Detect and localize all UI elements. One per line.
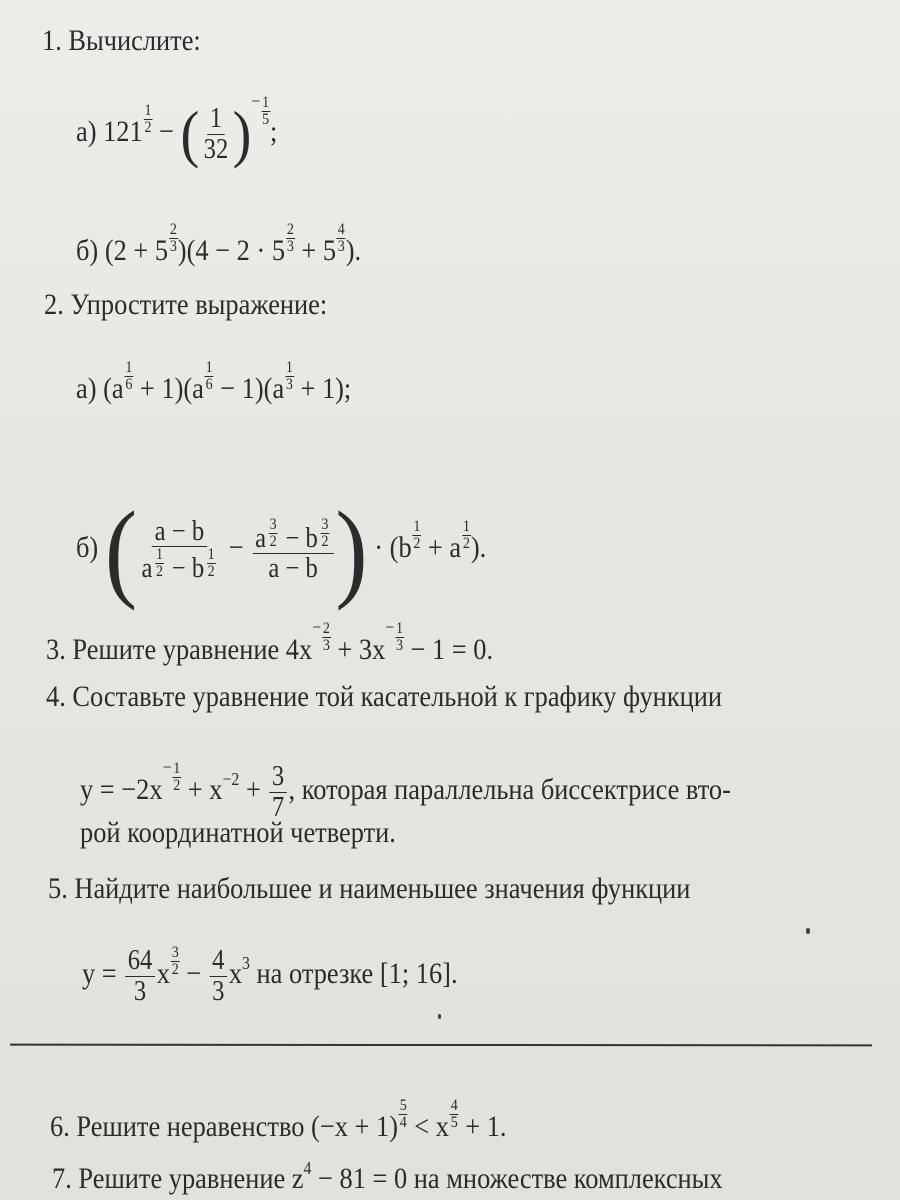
- p1a-frac-den: 32: [203, 133, 229, 165]
- p2b-f2-num: [252, 517, 333, 554]
- p1b-e2-den: 3: [286, 238, 294, 255]
- p1b-mid: )(4 − 2 · 5: [177, 234, 286, 267]
- p3-e2-num: 1: [395, 620, 404, 637]
- p2b-f1-den-exp-b: [205, 547, 217, 580]
- p2b-f2-exp-a-num: 3: [269, 515, 277, 533]
- p1b-exp1: [169, 222, 178, 255]
- p2a-e2-den: 6: [205, 376, 213, 393]
- p2b-tail1: · (b: [367, 530, 412, 564]
- p1a-exp2-sign: −: [251, 91, 261, 111]
- p3-text1: 3. Решите уравнение 4x: [46, 633, 313, 666]
- problem-4-line-1: [46, 682, 722, 712]
- paper-speck-2: [438, 1014, 441, 1019]
- p5-fraction-1: [125, 946, 155, 1006]
- p4-line1: 4. Составьте уравнение той касательной к графику функции: [46, 680, 723, 713]
- p6-text2: < x: [407, 1110, 449, 1143]
- p6-e2-den: 5: [450, 1114, 458, 1131]
- p1b-end: ).: [345, 234, 362, 267]
- p2b-tail-exp2: [462, 519, 471, 552]
- p1b-e3-num: 4: [337, 221, 345, 238]
- problem-4-line-2: [80, 758, 731, 822]
- p1a-exp2-den: 5: [262, 111, 270, 128]
- p5-line1: 5. Найдите наибольшее и наименьшее значения функции: [48, 872, 691, 905]
- p1a-exponent: [144, 103, 153, 136]
- p5-x2: x: [228, 957, 243, 990]
- p5-f2-den: 3: [212, 975, 225, 1007]
- p4-l2-d: , которая параллельна биссектрисе вто-: [288, 773, 731, 806]
- p6-text1: 6. Решите неравенство (−x + 1): [50, 1110, 398, 1143]
- p1b-e2-num: 2: [286, 221, 294, 238]
- p2b-f2-num-exp-a: [267, 517, 279, 550]
- p1b-e1-num: 2: [169, 221, 177, 238]
- problem-5-line-2: [82, 945, 458, 1006]
- p6-exp2: [450, 1098, 459, 1131]
- p2b-tail2: + a: [421, 530, 462, 564]
- p6-e1-num: 5: [399, 1097, 407, 1114]
- p5-tail: на отрезке [1; 16].: [249, 957, 458, 990]
- p2b-close-paren: ): [335, 489, 368, 611]
- p1a-minus: −: [152, 115, 181, 148]
- p1a-prefix: а) 121: [76, 115, 143, 148]
- p5-f2-num: 4: [209, 946, 227, 976]
- p4-l2-e1-sign: −: [162, 757, 172, 777]
- p7-text2: − 81 = 0 на множестве комплексных: [311, 1162, 723, 1195]
- p2b-f1-num: a − b: [152, 517, 207, 547]
- p1b-e3-den: 3: [337, 238, 345, 255]
- p2b-f1-exp-b-den: 2: [207, 563, 215, 580]
- p2b-open-paren: (: [104, 489, 138, 611]
- p6-e1-den: 4: [399, 1114, 407, 1131]
- p2b-f1-exp-a-num: 1: [155, 546, 163, 563]
- problem-2b: [76, 489, 487, 611]
- p5-f1-den: 3: [133, 975, 147, 1007]
- p3-e1-sign: −: [312, 617, 322, 637]
- p4-l2-b: + x: [181, 773, 223, 806]
- p2b-f2-den: a − b: [268, 553, 318, 584]
- p4-l2-e1-num: 1: [173, 760, 181, 777]
- p3-e1-den: 3: [322, 637, 330, 654]
- p3-exp1: [322, 621, 331, 654]
- p5-x1: x: [156, 957, 170, 990]
- p5-fraction-2: [209, 946, 227, 1006]
- p2b-f1-den-mid: − b: [165, 553, 205, 584]
- p1a-close-paren: ): [232, 98, 252, 170]
- p2b-tail3: ).: [470, 530, 487, 564]
- p2b-f1-den-exp-a: [153, 547, 165, 580]
- problem-4-line-3: [80, 818, 396, 848]
- p2b-tail-exp1-den: 2: [413, 534, 421, 552]
- p2b-label: б): [76, 530, 99, 564]
- p5-exp1: [171, 945, 180, 978]
- p3-exp2: [395, 621, 404, 654]
- p6-text3: + 1.: [458, 1110, 507, 1143]
- p2b-tail-exp1-num: 1: [413, 517, 421, 535]
- p1a-fraction: [201, 104, 231, 164]
- p7-text1: 7. Решите уравнение z: [52, 1162, 304, 1195]
- problem-7: [52, 1158, 723, 1195]
- p5-f1-num: 64: [125, 946, 155, 976]
- p2b-f1-den-a: a: [141, 553, 153, 584]
- p1a-open-paren: (: [180, 98, 200, 170]
- p1a-exponent-2: [261, 95, 270, 128]
- p2b-f1-den: [139, 547, 220, 583]
- p4-l2-a: y = −2x: [80, 773, 163, 806]
- p2a-e1-den: 6: [125, 376, 133, 393]
- p2a-exp3: [285, 360, 294, 393]
- p4-line3: рой координатной четверти.: [80, 816, 396, 849]
- p3-e1-num: 2: [322, 620, 330, 637]
- section-divider: [10, 1044, 872, 1047]
- p2a-text2: + 1)(a: [133, 372, 204, 405]
- p5-l2-a: y =: [82, 957, 124, 990]
- p5-e1-den: 2: [171, 961, 179, 978]
- p2b-tail-exp2-num: 1: [462, 517, 470, 535]
- problem-2-heading-text: 2. Упростите выражение:: [44, 288, 328, 321]
- p4-l2-f-den: 7: [271, 791, 285, 823]
- problem-5-line-1: [48, 874, 690, 904]
- p5-e2: 3: [242, 953, 250, 973]
- p4-l2-e1-den: 2: [173, 777, 181, 794]
- p1a-frac-num: 1: [207, 104, 225, 134]
- p2a-e1-num: 1: [125, 359, 133, 376]
- p2a-text3: − 1)(a: [213, 372, 285, 405]
- p2b-f2-exp-b-num: 3: [321, 515, 329, 533]
- p2a-e3-num: 1: [285, 359, 293, 376]
- p1a-end: ;: [270, 115, 278, 148]
- p2b-f2-exp-b-den: 2: [321, 532, 329, 550]
- problem-3: [46, 618, 493, 665]
- p2a-exp2: [205, 360, 214, 393]
- p1b-exp2: [286, 222, 295, 255]
- p3-text2: + 3x: [330, 633, 386, 666]
- p2b-f2-num-exp-b: [319, 517, 331, 550]
- p2b-f2-exp-a-den: 2: [269, 532, 277, 550]
- p4-l2-c: +: [239, 773, 268, 806]
- problem-1-heading-text: 1. Вычислите:: [42, 24, 201, 57]
- p3-e2-sign: −: [385, 617, 395, 637]
- p4-l2-e2: −2: [222, 769, 240, 789]
- p2a-text1: а) (a: [76, 372, 124, 405]
- p3-e2-den: 3: [395, 637, 404, 654]
- p6-e2-num: 4: [450, 1097, 458, 1114]
- p2b-f1-exp-a-den: 2: [155, 563, 163, 580]
- p5-e1-num: 3: [171, 944, 179, 961]
- p1b-prefix: б) (2 + 5: [76, 234, 169, 267]
- p2b-fraction-2: [252, 517, 333, 584]
- p4-l2-fraction: [269, 762, 287, 822]
- problem-1-heading: [42, 26, 201, 56]
- p7-e1: 4: [303, 1158, 312, 1178]
- paper-speck: [806, 928, 810, 934]
- p5-minus: −: [179, 957, 208, 990]
- p1b-plus: + 5: [294, 234, 337, 267]
- p2b-f2-num-mid: − b: [279, 522, 318, 554]
- p3-text3: − 1 = 0.: [403, 633, 494, 666]
- problem-2a: [76, 360, 351, 404]
- problem-6: [50, 1098, 507, 1142]
- problem-1b: [76, 222, 361, 266]
- p1a-exp2-num: 1: [262, 94, 270, 111]
- p2a-exp1: [125, 360, 134, 393]
- problem-1a: [76, 91, 278, 170]
- p2a-e2-num: 1: [205, 359, 213, 376]
- p1a-exp-den: 2: [144, 119, 152, 136]
- p4-l2-f-num: 3: [269, 762, 287, 792]
- p2b-f2-num-a: a: [255, 522, 267, 554]
- p2b-fraction-1: [139, 517, 220, 584]
- p2a-text4: + 1);: [293, 372, 352, 405]
- problem-2-heading: [44, 290, 327, 320]
- p1b-e1-den: 3: [169, 238, 177, 255]
- p2b-f1-exp-b-num: 1: [207, 546, 215, 563]
- p4-l2-exp1: [172, 761, 181, 794]
- p2a-e3-den: 3: [285, 376, 293, 393]
- p2b-tail-exp2-den: 2: [462, 534, 470, 552]
- p2b-minus: −: [228, 530, 244, 564]
- p1a-exp-num: 1: [144, 102, 152, 119]
